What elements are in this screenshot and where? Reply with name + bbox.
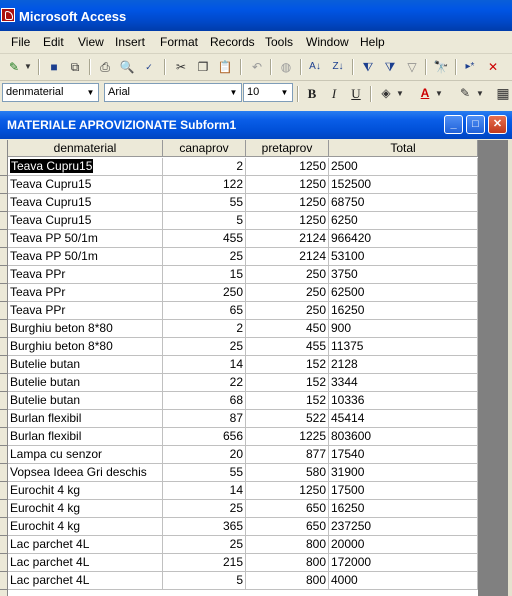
- cell-pretaprov[interactable]: 1250: [246, 212, 329, 230]
- table-row: [8, 554, 478, 572]
- cell-total[interactable]: 20000: [329, 536, 478, 554]
- menu-tools[interactable]: Tools: [265, 35, 294, 49]
- record-selector[interactable]: [0, 230, 7, 248]
- record-selector[interactable]: [0, 500, 7, 518]
- toolbar-separator: [370, 86, 372, 102]
- table-row: [8, 572, 478, 590]
- subform-title-bar: [0, 111, 512, 139]
- record-selector[interactable]: [0, 248, 7, 266]
- menu-records[interactable]: Records: [210, 35, 255, 49]
- cell-total[interactable]: 16250: [329, 302, 478, 320]
- cell-pretaprov[interactable]: 152: [246, 392, 329, 410]
- table-row: [8, 194, 478, 212]
- view-design-icon[interactable]: ✎: [8, 60, 20, 74]
- subform-title: MATERIALE APROVIZIONATE Subform1: [7, 118, 237, 132]
- filter-by-form-icon[interactable]: ⧩: [384, 60, 396, 74]
- font-combo-value: Arial: [108, 86, 131, 98]
- toolbar-separator: [352, 59, 354, 75]
- record-selector[interactable]: [0, 572, 7, 590]
- cell-denmaterial[interactable]: Burghiu beton 8*80: [8, 320, 163, 338]
- cell-total[interactable]: 172000: [329, 554, 478, 572]
- chevron-down-icon[interactable]: ▼: [86, 88, 95, 97]
- cell-denmaterial[interactable]: Teava Cupru15: [8, 194, 163, 212]
- record-selector[interactable]: [0, 428, 7, 446]
- cut-icon[interactable]: ✂: [175, 60, 187, 74]
- print-preview-icon[interactable]: 🔍: [119, 60, 135, 74]
- record-selector[interactable]: [0, 410, 7, 428]
- record-selector[interactable]: [0, 302, 7, 320]
- cell-pretaprov[interactable]: 580: [246, 464, 329, 482]
- cell-canaprov[interactable]: 250: [163, 284, 246, 302]
- cell-denmaterial[interactable]: Teava PPr: [8, 266, 163, 284]
- toolbar-separator: [300, 59, 302, 75]
- cell-pretaprov[interactable]: 450: [246, 320, 329, 338]
- column-header-denmaterial[interactable]: denmaterial: [8, 140, 163, 157]
- cell-pretaprov[interactable]: 650: [246, 500, 329, 518]
- menu-bar: [0, 31, 512, 54]
- table-row: [8, 356, 478, 374]
- cell-total[interactable]: 966420: [329, 230, 478, 248]
- toolbar-separator: [164, 59, 166, 75]
- cell-pretaprov[interactable]: 250: [246, 302, 329, 320]
- cell-canaprov[interactable]: 15: [163, 266, 246, 284]
- cell-canaprov[interactable]: 87: [163, 410, 246, 428]
- font-color-icon[interactable]: A: [420, 86, 430, 100]
- cell-total[interactable]: 2128: [329, 356, 478, 374]
- cell-canaprov[interactable]: 22: [163, 374, 246, 392]
- record-selector[interactable]: [0, 374, 7, 392]
- cell-total[interactable]: 45414: [329, 410, 478, 428]
- apply-filter-icon[interactable]: ▽: [407, 60, 417, 74]
- font-combo[interactable]: [104, 83, 242, 102]
- cell-denmaterial[interactable]: Teava Cupru15: [8, 212, 163, 230]
- cell-pretaprov[interactable]: 455: [246, 338, 329, 356]
- cell-pretaprov[interactable]: 877: [246, 446, 329, 464]
- cell-total[interactable]: 17540: [329, 446, 478, 464]
- menu-format[interactable]: Format: [160, 35, 199, 49]
- record-selector[interactable]: [0, 320, 7, 338]
- record-selector[interactable]: [0, 212, 7, 230]
- sort-descending-icon[interactable]: Z↓: [332, 61, 344, 72]
- cell-total[interactable]: 152500: [329, 176, 478, 194]
- record-selector[interactable]: [0, 392, 7, 410]
- cell-canaprov[interactable]: 14: [163, 482, 246, 500]
- table-row: [8, 518, 478, 536]
- cell-denmaterial[interactable]: Burlan flexibil: [8, 428, 163, 446]
- record-selector[interactable]: [0, 482, 7, 500]
- toolbar-separator: [455, 59, 457, 75]
- chevron-down-icon[interactable]: ▼: [476, 89, 484, 98]
- cell-canaprov[interactable]: 5: [163, 212, 246, 230]
- cell-denmaterial[interactable]: Eurochit 4 kg: [8, 518, 163, 536]
- table-row: [8, 410, 478, 428]
- selected-text: Teava Cupru15: [11, 159, 93, 173]
- cell-total[interactable]: 31900: [329, 464, 478, 482]
- cell-canaprov[interactable]: 215: [163, 554, 246, 572]
- cell-total[interactable]: 53100: [329, 248, 478, 266]
- table-row: [8, 338, 478, 356]
- cell-denmaterial[interactable]: Butelie butan: [8, 392, 163, 410]
- cell-denmaterial[interactable]: [8, 158, 163, 176]
- table-row: [8, 446, 478, 464]
- column-header-canaprov[interactable]: canaprov: [163, 140, 246, 157]
- delete-record-icon[interactable]: ✕: [487, 60, 499, 74]
- menu-edit[interactable]: Edit: [43, 35, 64, 49]
- chevron-down-icon[interactable]: ▼: [229, 88, 238, 97]
- record-selector[interactable]: [0, 446, 7, 464]
- record-selector[interactable]: [0, 554, 7, 572]
- toolbar-separator: [89, 59, 91, 75]
- table-row: [8, 320, 478, 338]
- toolbar-separator: [240, 59, 242, 75]
- cell-denmaterial[interactable]: Lac parchet 4L: [8, 554, 163, 572]
- table-row: [8, 212, 478, 230]
- formatting-toolbar: [0, 81, 512, 106]
- cell-denmaterial[interactable]: Lampa cu senzor: [8, 446, 163, 464]
- cell-pretaprov[interactable]: 250: [246, 266, 329, 284]
- table-row: [8, 266, 478, 284]
- cell-total[interactable]: 62500: [329, 284, 478, 302]
- cell-canaprov[interactable]: 2: [163, 320, 246, 338]
- print-icon[interactable]: ⎙: [100, 60, 110, 74]
- chevron-down-icon[interactable]: ▼: [396, 89, 404, 98]
- toolbar-separator: [38, 59, 40, 75]
- cell-denmaterial[interactable]: Eurochit 4 kg: [8, 500, 163, 518]
- cell-canaprov[interactable]: 55: [163, 194, 246, 212]
- cell-pretaprov[interactable]: 522: [246, 410, 329, 428]
- cell-canaprov[interactable]: 455: [163, 230, 246, 248]
- menu-view[interactable]: View: [78, 35, 104, 49]
- cell-total[interactable]: 3344: [329, 374, 478, 392]
- cell-pretaprov[interactable]: 800: [246, 572, 329, 590]
- record-selector[interactable]: [0, 356, 7, 374]
- hyperlink-icon[interactable]: ◍: [280, 60, 292, 74]
- record-selector[interactable]: [0, 176, 7, 194]
- save-icon[interactable]: ■: [50, 60, 58, 74]
- cell-canaprov[interactable]: 25: [163, 248, 246, 266]
- italic-button[interactable]: I: [331, 86, 337, 101]
- cell-pretaprov[interactable]: 2124: [246, 230, 329, 248]
- cell-total[interactable]: 10336: [329, 392, 478, 410]
- table-row: [8, 230, 478, 248]
- table-row: [8, 158, 478, 176]
- cell-total[interactable]: 2500: [329, 158, 478, 176]
- cell-pretaprov[interactable]: 800: [246, 536, 329, 554]
- cell-total[interactable]: 6250: [329, 212, 478, 230]
- cell-canaprov[interactable]: 656: [163, 428, 246, 446]
- cell-total[interactable]: 900: [329, 320, 478, 338]
- vertical-scrollbar[interactable]: [478, 140, 512, 596]
- cell-canaprov[interactable]: 25: [163, 500, 246, 518]
- column-header-total[interactable]: Total: [329, 140, 478, 157]
- standard-toolbar: [0, 54, 512, 81]
- cell-denmaterial[interactable]: Butelie butan: [8, 356, 163, 374]
- menu-insert[interactable]: Insert: [115, 35, 146, 49]
- cell-denmaterial[interactable]: Lac parchet 4L: [8, 536, 163, 554]
- cell-total[interactable]: 11375: [329, 338, 478, 356]
- undo-icon[interactable]: ↶: [251, 60, 263, 74]
- cell-total[interactable]: 68750: [329, 194, 478, 212]
- sort-ascending-icon[interactable]: A↓: [309, 61, 321, 72]
- cell-denmaterial[interactable]: Butelie butan: [8, 374, 163, 392]
- find-icon[interactable]: 🔭: [433, 60, 449, 74]
- copy-icon[interactable]: ❐: [197, 60, 209, 74]
- cell-canaprov[interactable]: 14: [163, 356, 246, 374]
- font-size-combo[interactable]: [243, 83, 293, 102]
- toolbar-separator: [425, 59, 427, 75]
- cell-denmaterial[interactable]: Teava PPr: [8, 284, 163, 302]
- cell-pretaprov[interactable]: 1250: [246, 482, 329, 500]
- cell-pretaprov[interactable]: 1250: [246, 194, 329, 212]
- object-combo[interactable]: [2, 83, 99, 102]
- gridlines-icon[interactable]: ▦: [496, 85, 510, 101]
- record-selector[interactable]: [0, 338, 7, 356]
- object-combo-value: denmaterial: [6, 86, 64, 98]
- record-selector[interactable]: [0, 536, 7, 554]
- underline-button[interactable]: U: [351, 86, 361, 101]
- record-selector[interactable]: [0, 158, 7, 176]
- cell-total[interactable]: 237250: [329, 518, 478, 536]
- cell-total[interactable]: 16250: [329, 500, 478, 518]
- cell-pretaprov[interactable]: 250: [246, 284, 329, 302]
- cell-total[interactable]: 17500: [329, 482, 478, 500]
- fill-color-icon[interactable]: ◈: [381, 86, 391, 100]
- cell-canaprov[interactable]: 365: [163, 518, 246, 536]
- cell-canaprov[interactable]: 5: [163, 572, 246, 590]
- cell-denmaterial[interactable]: Teava Cupru15: [8, 176, 163, 194]
- cell-pretaprov[interactable]: 152: [246, 374, 329, 392]
- menu-window[interactable]: Window: [306, 35, 349, 49]
- cell-denmaterial[interactable]: Lac parchet 4L: [8, 572, 163, 590]
- cell-pretaprov[interactable]: 152: [246, 356, 329, 374]
- toolbar-separator: [270, 59, 272, 75]
- cell-pretaprov[interactable]: 2124: [246, 248, 329, 266]
- paste-icon[interactable]: 📋: [217, 60, 233, 74]
- app-title: Microsoft Access: [19, 9, 127, 24]
- cell-total[interactable]: 803600: [329, 428, 478, 446]
- cell-canaprov[interactable]: 65: [163, 302, 246, 320]
- close-button[interactable]: ✕: [488, 115, 507, 134]
- table-row: [8, 500, 478, 518]
- cell-canaprov[interactable]: 122: [163, 176, 246, 194]
- cell-total[interactable]: 4000: [329, 572, 478, 590]
- table-row: [8, 464, 478, 482]
- table-row: [8, 374, 478, 392]
- record-selector[interactable]: [0, 194, 7, 212]
- menu-help[interactable]: Help: [360, 35, 385, 49]
- file-search-icon[interactable]: ⧉: [70, 60, 80, 74]
- title-bar: [0, 0, 512, 31]
- table-row: [8, 392, 478, 410]
- cell-denmaterial[interactable]: Vopsea Ideea Gri deschis: [8, 464, 163, 482]
- cell-canaprov[interactable]: 20: [163, 446, 246, 464]
- table-row: [8, 482, 478, 500]
- filter-by-selection-icon[interactable]: ⧨: [362, 60, 374, 74]
- cell-denmaterial[interactable]: Teava PP 50/1m: [8, 248, 163, 266]
- view-dropdown-icon[interactable]: ▼: [24, 62, 32, 71]
- line-color-icon[interactable]: ✎: [459, 86, 471, 100]
- cell-pretaprov[interactable]: 1250: [246, 176, 329, 194]
- record-selector[interactable]: [0, 518, 7, 536]
- datasheet: [0, 140, 478, 596]
- cell-denmaterial[interactable]: Burlan flexibil: [8, 410, 163, 428]
- cell-denmaterial[interactable]: Teava PP 50/1m: [8, 230, 163, 248]
- toolbar-separator: [297, 86, 299, 102]
- menu-file[interactable]: File: [11, 35, 31, 49]
- table-row: [8, 176, 478, 194]
- column-header-pretaprov[interactable]: pretaprov: [246, 140, 329, 157]
- cell-denmaterial[interactable]: Eurochit 4 kg: [8, 482, 163, 500]
- minimize-button[interactable]: _: [444, 115, 463, 134]
- cell-canaprov[interactable]: 25: [163, 338, 246, 356]
- cell-pretaprov[interactable]: 800: [246, 554, 329, 572]
- cell-pretaprov[interactable]: 1225: [246, 428, 329, 446]
- table-row: [8, 302, 478, 320]
- chevron-down-icon[interactable]: ▼: [280, 88, 289, 97]
- bold-button[interactable]: B: [307, 86, 317, 101]
- cell-pretaprov[interactable]: 650: [246, 518, 329, 536]
- cell-canaprov[interactable]: 55: [163, 464, 246, 482]
- record-selector[interactable]: [0, 266, 7, 284]
- new-record-icon[interactable]: ▸*: [465, 61, 475, 72]
- maximize-button[interactable]: □: [466, 115, 485, 134]
- access-app-icon[interactable]: [1, 8, 15, 22]
- table-row: [8, 284, 478, 302]
- scrollbar-edge: [508, 140, 512, 596]
- cell-canaprov[interactable]: 2: [163, 158, 246, 176]
- record-selector[interactable]: [0, 464, 7, 482]
- table-row: [8, 428, 478, 446]
- cell-denmaterial[interactable]: Teava PPr: [8, 302, 163, 320]
- chevron-down-icon[interactable]: ▼: [435, 89, 443, 98]
- cell-canaprov[interactable]: 68: [163, 392, 246, 410]
- font-size-value: 10: [247, 86, 260, 98]
- spelling-icon[interactable]: ✓: [145, 62, 153, 72]
- record-selector[interactable]: [0, 284, 7, 302]
- table-row: [8, 248, 478, 266]
- cell-canaprov[interactable]: 25: [163, 536, 246, 554]
- cell-pretaprov[interactable]: 1250: [246, 158, 329, 176]
- table-row: [8, 536, 478, 554]
- cell-total[interactable]: 3750: [329, 266, 478, 284]
- cell-denmaterial[interactable]: Burghiu beton 8*80: [8, 338, 163, 356]
